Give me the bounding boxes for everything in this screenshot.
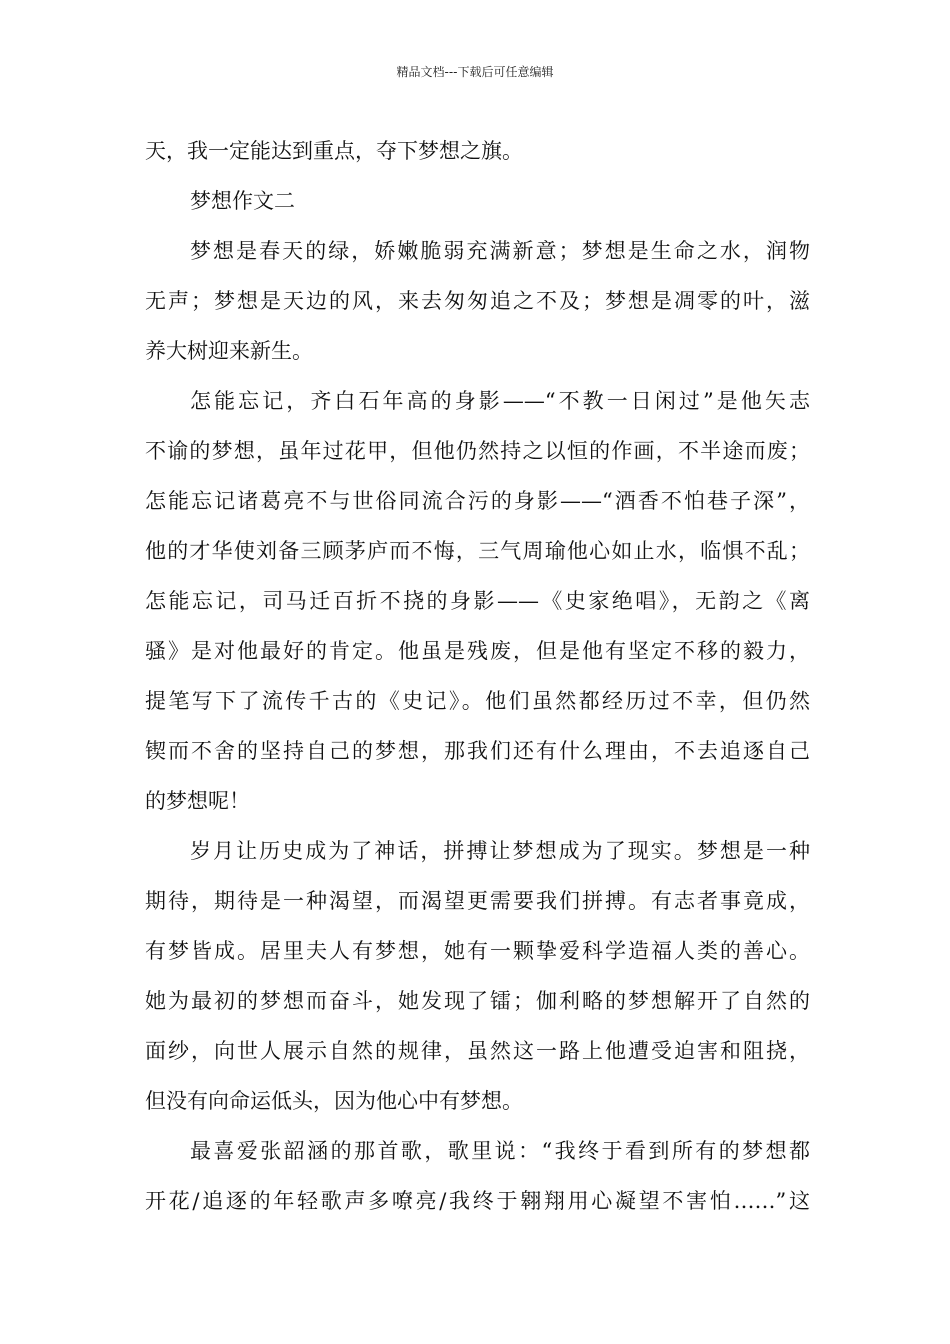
body-line: 怎能忘记，司马迁百折不挠的身影——《史家绝唱》，无韵之《离 xyxy=(145,589,810,613)
body-line: 梦想是春天的绿，娇嫩脆弱充满新意；梦想是生命之水，润物 xyxy=(190,239,810,263)
body-line: 她为最初的梦想而奋斗，她发现了镭；伽利略的梦想解开了自然的 xyxy=(145,989,810,1013)
body-line: 锲而不舍的坚持自己的梦想，那我们还有什么理由，不去追逐自己 xyxy=(145,739,810,763)
body-line: 岁月让历史成为了神话，拼搏让梦想成为了现实。梦想是一种 xyxy=(190,839,810,863)
body-line: 骚》是对他最好的肯定。他虽是残废，但是他有坚定不移的毅力， xyxy=(145,639,810,663)
body-line: 开花/追逐的年轻歌声多嘹亮/我终于翱翔用心凝望不害怕……”这 xyxy=(145,1189,810,1213)
page-header: 精品文档---下载后可任意编辑 xyxy=(396,65,554,79)
body-line: 天，我一定能达到重点，夺下梦想之旗。 xyxy=(145,139,523,163)
body-line: 的梦想呢！ xyxy=(145,789,250,813)
body-line: 最喜爱张韶涵的那首歌，歌里说：“我终于看到所有的梦想都 xyxy=(190,1139,810,1163)
body-line: 他的才华使刘备三顾茅庐而不悔，三气周瑜他心如止水，临惧不乱； xyxy=(145,539,810,563)
body-line: 面纱，向世人展示自然的规律，虽然这一路上他遭受迫害和阻挠， xyxy=(145,1039,810,1063)
body-line: 期待，期待是一种渴望，而渴望更需要我们拼搏。有志者事竟成， xyxy=(145,889,810,913)
body-line: 养大树迎来新生。 xyxy=(145,339,313,363)
body-line: 不谕的梦想，虽年过花甲，但他仍然持之以恒的作画，不半途而废； xyxy=(145,439,810,463)
body-line: 提笔写下了流传千古的《史记》。他们虽然都经历过不幸，但仍然 xyxy=(145,689,810,713)
section-heading: 梦想作文二 xyxy=(190,189,295,213)
body-line: 怎能忘记，齐白石年高的身影——“不教一日闲过”是他矢志 xyxy=(190,389,810,413)
body-line: 有梦皆成。居里夫人有梦想，她有一颗挚爱科学造福人类的善心。 xyxy=(145,939,810,963)
body-line: 但没有向命运低头，因为他心中有梦想。 xyxy=(145,1089,523,1113)
body-line: 怎能忘记诸葛亮不与世俗同流合污的身影——“酒香不怕巷子深”， xyxy=(145,489,810,513)
body-line: 无声；梦想是天边的风，来去匆匆追之不及；梦想是凋零的叶，滋 xyxy=(145,289,810,313)
